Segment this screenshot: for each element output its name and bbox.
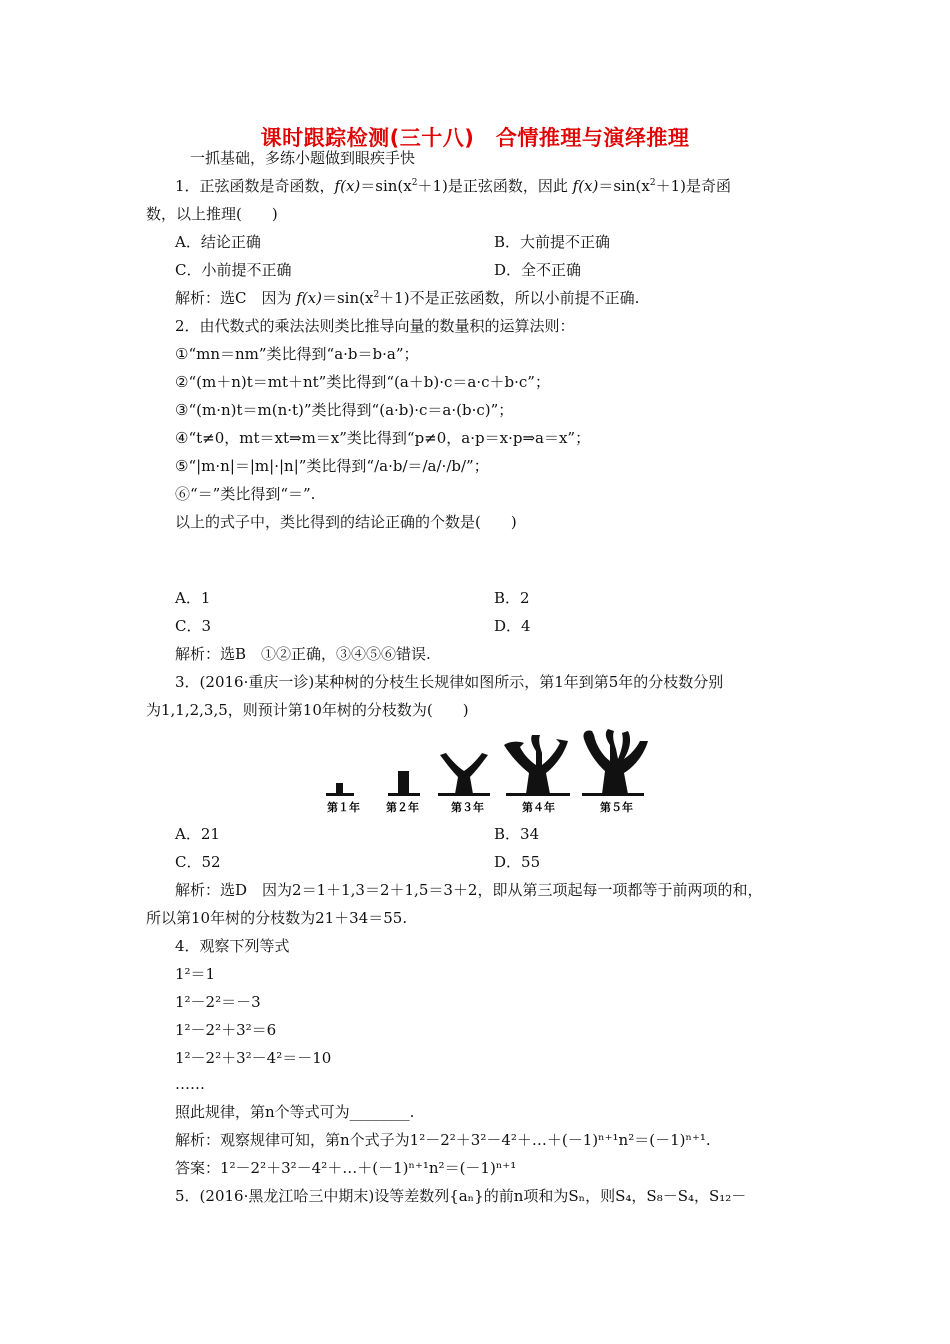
q2-question: 以上的式子中，类比得到的结论正确的个数是( ) [175,513,517,531]
ground-year-5 [582,793,644,796]
tree-year-3 [440,753,488,794]
section-heading: 一抓基础，多练小题做到眼疾手快 [190,149,416,167]
q1-stem-line2: 数，以上推理( ) [146,205,278,223]
ground-year-2 [388,793,420,796]
q2-stem: 2．由代数式的乘法法则类比推导向量的数量积的运算法则： [175,317,575,335]
q4-ellipsis: …… [175,1075,205,1093]
q2-option-a: A．1 [175,589,211,607]
q4-equation-3: 1²－2²＋3²＝6 [175,1021,277,1039]
q3-option-d: D．55 [494,853,541,871]
q3-analysis-line1: 解析：选D 因为2＝1＋1,3＝2＋1,5＝3＋2，即从第三项起每一项都等于前两项的和， [175,881,763,899]
q1-stem-line1: 1．正弦函数是奇函数，$f(x)=\sin(x^2+1)$是正弦函数，因此 $f(x)=\sin(x^2+1)$是奇函 [175,177,731,195]
ground-year-4 [506,793,570,796]
q2-item-1: ①“mn＝nm”类比得到“a·b＝b·a”； [175,345,419,363]
q3-option-a: A．21 [175,825,220,843]
q3-option-b: B．34 [494,825,540,843]
q4-equation-2: 1²－2²＝－3 [175,993,261,1011]
tree-growth-figure [320,727,660,822]
q4-analysis: 解析：观察规律可知，第n个式子为1²－2²＋3²－4²＋…＋(－1)ⁿ⁺¹n²＝(－1)ⁿ⁺¹. [175,1131,711,1149]
q2-option-d: D．4 [494,617,531,635]
page-title: 课时跟踪检测(三十八) 合情推理与演绎推理 [260,126,690,150]
tree-year-5 [583,729,648,794]
q3-option-c: C．52 [175,853,221,871]
q2-analysis: 解析：选B ①②正确，③④⑤⑥错误. [175,645,431,663]
q4-rule: 照此规律，第n个等式可为________. [175,1103,415,1121]
tree-label-2: 第２年 [386,801,419,814]
q2-option-b: B．2 [494,589,530,607]
tree-label-4: 第４年 [522,801,555,814]
q2-item-5: ⑤“|m·n|＝|m|·|n|”类比得到“/a·b/＝/a/·/b/”； [175,457,489,475]
q2-item-3: ③“(m·n)t＝m(n·t)”类比得到“(a·b)·c＝a·(b·c)”； [175,401,514,419]
q2-item-4: ④“t≠0，mt＝xt⇒m＝x”类比得到“p≠0，a·p＝x·p⇒a＝x”； [175,429,591,447]
ground-year-1 [326,793,354,796]
q4-equation-4: 1²－2²＋3²－4²＝－10 [175,1049,332,1067]
tree-label-3: 第３年 [451,801,484,814]
tree-label-5: 第５年 [600,801,633,814]
q1-option-a: A．结论正确 [175,233,261,251]
q1-option-b: B．大前提不正确 [494,233,611,251]
tree-year-1 [336,783,343,794]
ground-year-3 [438,793,490,796]
q4-stem: 4．观察下列等式 [175,937,290,955]
q1-option-c: C．小前提不正确 [175,261,292,279]
q3-stem-line2: 为1,1,2,3,5，则预计第10年树的分枝数为( ) [146,701,469,719]
q2-option-c: C．3 [175,617,212,635]
q2-item-2: ②“(m＋n)t＝mt＋nt”类比得到“(a＋b)·c＝a·c＋b·c”； [175,373,550,391]
q3-analysis-line2: 所以第10年树的分枝数为21＋34＝55. [146,909,408,927]
q2-item-6: ⑥“＝”类比得到“＝”. [175,485,316,503]
tree-growth-svg [320,727,660,822]
q5-stem: 5．(2016·黑龙江哈三中期末)设等差数列{aₙ}的前n项和为Sₙ，则S₄，S₈－S₄，S₁₂－ [175,1187,747,1205]
q1-analysis: 解析：选C 因为 $f(x)=\sin(x^2+1)$不是正弦函数，所以小前提不正确. [175,289,640,307]
q4-equation-1: 1²＝1 [175,965,216,983]
tree-label-1: 第１年 [327,801,360,814]
q1-option-d: D．全不正确 [494,261,582,279]
tree-year-4 [504,735,568,794]
q3-stem-line1: 3．(2016·重庆一诊)某种树的分枝生长规律如图所示，第1年到第5年的分枝数分别 [175,673,724,691]
tree-year-2 [398,771,409,794]
q4-answer: 答案：1²－2²＋3²－4²＋…＋(－1)ⁿ⁺¹n²＝(－1)ⁿ⁺¹ [175,1159,517,1177]
